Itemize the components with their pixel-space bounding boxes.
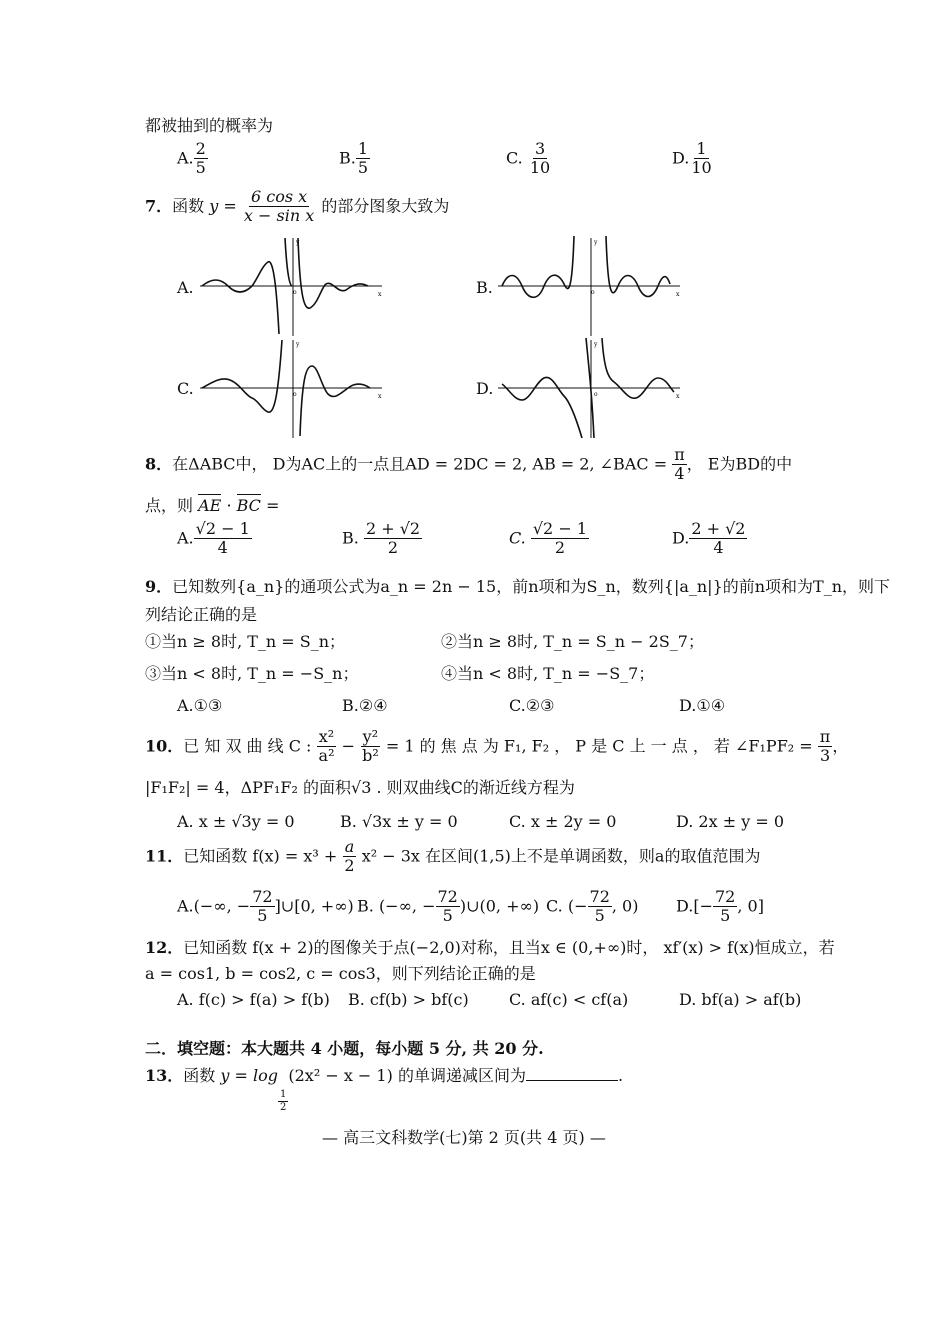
q10-stem-line1: 10．已 知 双 曲 线 C : $\frac{\text{x²}}{\text{a²}}$ − $\frac{\text{y²}}{\text{b²}}$ = 1 的 焦 点 为 F₁, F₂ ， P 是 C 上 一 点 ， 若 ∠F₁PF₂ = $\frac{\pi}{3}$ ，: [145, 727, 849, 766]
q12-stem-line2: a = cos1, b = cos2, c = cos3，则下列结论正确的是: [145, 964, 536, 983]
q8-option-b: B. $\frac{2 + √2}{2}$: [342, 519, 421, 558]
svg-text:o: o: [293, 391, 297, 398]
q10-stem-line2: |F₁F₂| = 4，ΔPF₁F₂ 的面积√3 . 则双曲线C的渐近线方程为: [145, 778, 575, 797]
q9-statement-2: ②当n ≥ 8时, T_n = S_n − 2S_7；: [441, 632, 704, 651]
graph-a-origin: o: [293, 289, 297, 296]
q6-option-b: B. $\frac{1}{5}$: [339, 139, 369, 178]
q12-option-c: C. af(c) < cf(a): [509, 990, 629, 1009]
q8-option-a: A. $\frac{√2 - 1}{4}$: [177, 519, 250, 558]
q11-option-c: C. (− $\frac{72}{5}$ , 0): [546, 887, 639, 926]
q13-answer-blank[interactable]: [526, 1066, 618, 1081]
q12-option-a: A. f(c) > f(a) > f(b): [177, 990, 330, 1009]
q10-option-d: D. 2x ± y = 0: [676, 812, 785, 831]
q6-tail: 都被抽到的概率为: [145, 116, 274, 135]
q9-statement-3: ③当n < 8时, T_n = −S_n；: [145, 664, 359, 683]
q6-option-c: C. $\frac{3}{10}$: [506, 139, 551, 178]
graph-b: [498, 236, 688, 336]
q11-option-d: D.[− $\frac{72}{5}$ , 0]: [676, 887, 764, 926]
svg-text:x: x: [378, 393, 382, 400]
q9-statement-4: ④当n < 8时, T_n = −S_7；: [441, 664, 655, 683]
graph-d-label: D.: [476, 379, 494, 398]
svg-text:y: y: [594, 239, 598, 246]
svg-text:x: x: [676, 291, 680, 298]
svg-text:o: o: [591, 289, 595, 296]
q11-option-a: A.(−∞, − $\frac{72}{5}$ ]∪[0, +∞): [177, 887, 354, 926]
q9-option-a: A.①③: [177, 696, 223, 715]
q9-option-b: B.②④: [342, 696, 388, 715]
svg-text:x: x: [676, 393, 680, 400]
svg-text:x: x: [378, 291, 382, 298]
q10-option-b: B. √3x ± y = 0: [340, 812, 458, 831]
q12-option-d: D. bf(a) > af(b): [679, 990, 802, 1009]
q10-option-c: C. x ± 2y = 0: [509, 812, 617, 831]
q9-stem-line2: 列结论正确的是: [145, 605, 258, 624]
q10-option-a: A. x ± √3y = 0: [177, 812, 295, 831]
q8-option-d: D. $\frac{2 + √2}{4}$: [672, 519, 746, 558]
q12-stem-line1: 12．已知函数 f(x + 2)的图像关于点(−2,0)对称，且当x ∈ (0,+∞)时， xf′(x) > f(x)恒成立，若: [145, 938, 835, 957]
graph-c: [200, 338, 390, 438]
q8-option-c: C. $\frac{√2 - 1}{2}$: [509, 519, 587, 558]
q11-option-b: B. (−∞, − $\frac{72}{5}$ )∪(0, +∞): [357, 887, 540, 926]
graph-b-label: B.: [476, 278, 493, 297]
q8-stem-line2: 点，则 AE · BC =: [145, 496, 280, 515]
q9-statement-1: ①当n ≥ 8时, T_n = S_n；: [145, 632, 346, 651]
page-footer: — 高三文科数学(七)第 2 页(共 4 页) —: [322, 1128, 606, 1147]
graph-a: [200, 236, 390, 336]
graph-c-label: C.: [177, 379, 194, 398]
q13-stem: 13．函数 y = log $\frac{1}{2}$ (2x² − x − 1) 的单调递减区间为 .: [145, 1066, 624, 1113]
q9-option-c: C.②③: [509, 696, 555, 715]
graph-d: [498, 338, 688, 438]
q12-option-b: B. cf(b) > bf(c): [348, 990, 469, 1009]
q6-option-d: D. $\frac{1}{10}$: [672, 139, 712, 178]
svg-text:y: y: [296, 341, 300, 348]
q9-stem-line1: 9．已知数列{a_n}的通项公式为a_n = 2n − 15，前n项和为S_n，数列{|a_n|}的前n项和为T_n，则下: [145, 577, 891, 596]
q9-option-d: D.①④: [679, 696, 726, 715]
section-2-heading: 二．填空题：本大题共 4 小题，每小题 5 分, 共 20 分.: [145, 1039, 544, 1058]
q8-stem-line1: 8．在ΔABC中， D为AC上的一点且AD = 2DC = 2, AB = 2, ∠BAC = $\frac{\pi}{4}$ ， E为BD的中: [145, 445, 793, 484]
q7-stem: 7．函数 y = $\frac{\text{6 cos x}}{\text{x − sin x}}$ 的部分图象大致为: [145, 187, 450, 226]
q6-option-a: A. $\frac{2}{5}$: [177, 139, 206, 178]
svg-text:o: o: [594, 391, 598, 398]
q11-stem: 11．已知函数 f(x) = x³ + $\frac{a}{2}$ x² − 3x 在区间(1,5)上不是单调函数，则a的取值范围为: [145, 837, 761, 876]
svg-text:y: y: [296, 239, 300, 246]
graph-a-label: A.: [177, 278, 194, 297]
svg-text:y: y: [594, 341, 598, 348]
